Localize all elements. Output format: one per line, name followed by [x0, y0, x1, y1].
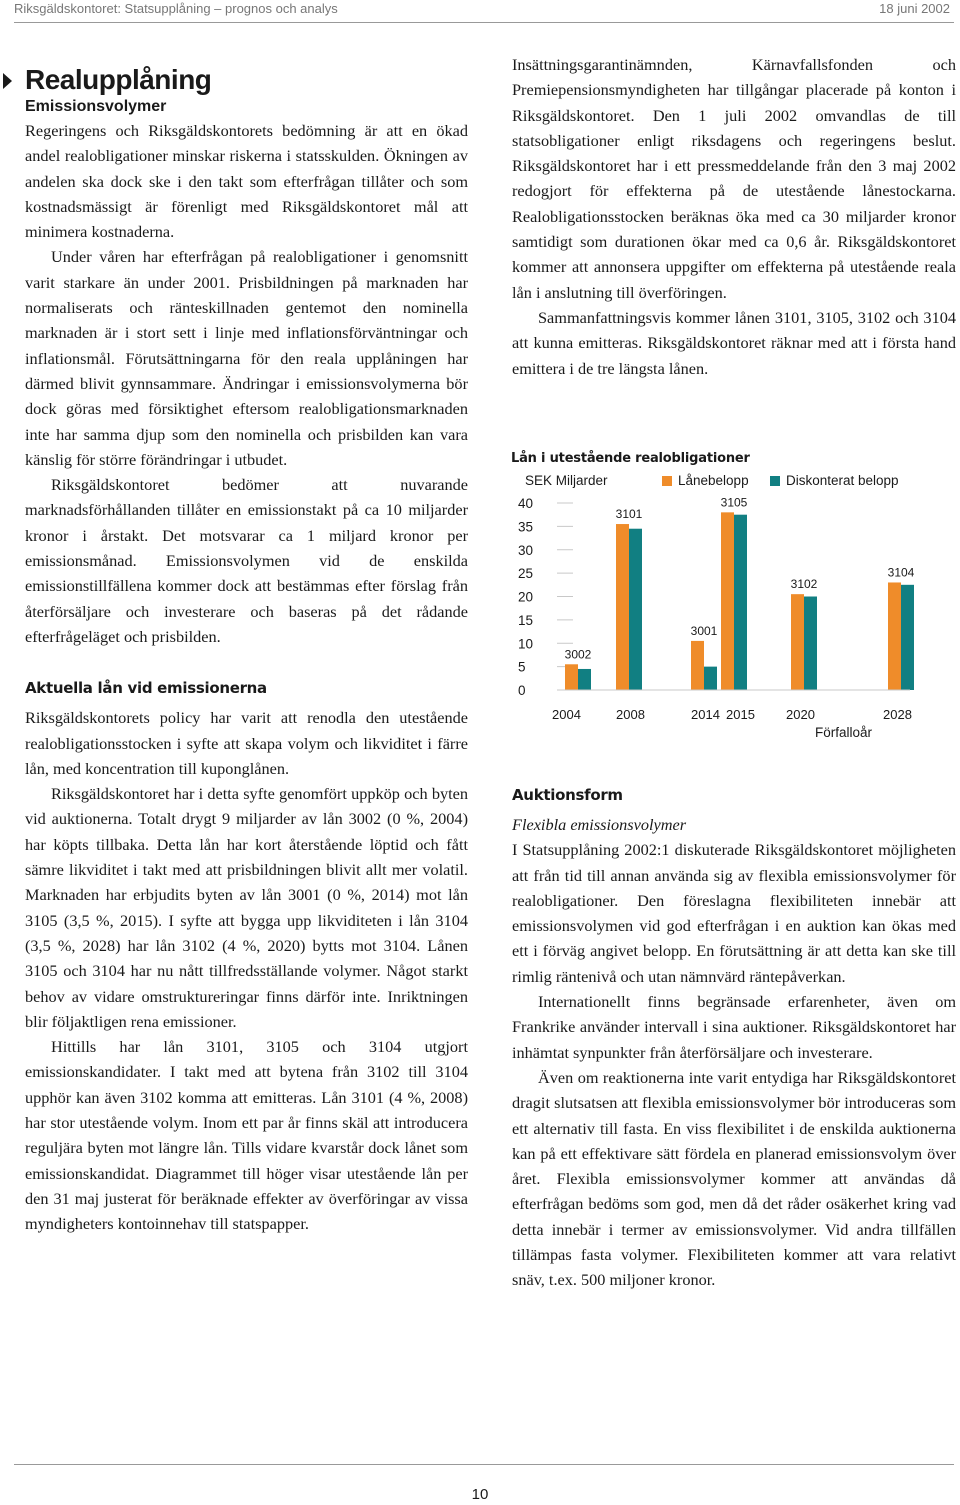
bar-data-label: 3001	[690, 623, 718, 638]
paragraph: Sammanfattningsvis kommer lånen 3101, 3105, 3102 och 3104 att kunna emitteras. Riksgäldskontoret räknar med att i första hand emittera i de tre längsta lånen.	[512, 307, 956, 378]
bar-discounted	[704, 667, 717, 690]
x-tick-label: 2028	[883, 707, 912, 722]
bar-nominal	[616, 524, 629, 690]
section-heading-auktionsform: Auktionsform	[512, 786, 623, 804]
bar-discounted	[734, 515, 747, 690]
legend-swatch-orange	[662, 476, 672, 486]
bar-nominal	[721, 512, 734, 690]
x-tick-label: 2008	[616, 707, 645, 722]
bar-nominal	[888, 582, 901, 690]
y-tick-label: 35	[518, 519, 534, 535]
y-tick-label: 0	[518, 683, 526, 698]
section-heading-emissionsvolymer: Emissionsvolymer	[25, 98, 167, 115]
bar-discounted	[804, 597, 817, 691]
bar-discounted	[901, 585, 914, 690]
y-tick-label: 15	[518, 612, 534, 628]
bar-nominal	[691, 641, 704, 690]
y-tick-label: 10	[518, 636, 534, 652]
paragraph: Riksgäldskontorets policy har varit att renodla den utestående realobligationsstocken i syfte att skapa volym och likviditet i färre lån, med koncentration till kuponglånen.	[25, 708, 468, 778]
legend-item-diskonterat	[770, 473, 899, 488]
bar-data-label: 3101	[615, 507, 643, 522]
bar-nominal	[791, 594, 804, 690]
x-tick-label: 2004	[552, 707, 581, 722]
legend-swatch-teal	[770, 476, 780, 486]
bar-discounted	[629, 529, 642, 690]
legend-label: Diskonterat belopp	[786, 473, 899, 488]
page-header	[0, 0, 960, 22]
y-tick-label: 5	[518, 659, 526, 675]
page-title-text: Realupplåning	[25, 64, 212, 95]
left-column	[25, 64, 468, 1236]
header-date: 18 juni 2002	[879, 1, 950, 16]
paragraph: Hittills har lån 3101, 3105 och 3104 utgjort emissionskandidater. I takt med att bytena från 3102 till 3104 upphör kan även 3102 komma att emitteras. Lån 3101 (4 %, 2008) har stor utestående volym. Inom ett par år finns skäl att introducera reguljära byten mot längre lån. Tills vidare kvarstår dock lånet som emissionskandidat. Diagrammet till höger visar utestående lån per den 31 maj justerat för beräknade effekter av överföringar av vissa myndigheters kontoinnehav till statspapper.	[25, 1037, 468, 1234]
legend-item-lanebelopp	[662, 473, 749, 488]
bar-data-label: 3102	[790, 577, 818, 592]
x-tick-label: 2020	[786, 707, 815, 722]
bar-chart	[505, 490, 920, 725]
y-tick-label: 30	[518, 542, 534, 558]
page-title	[25, 64, 468, 96]
paragraph: Riksgäldskontoret har i detta syfte genomfört uppköp och byten vid auktionerna. Totalt drygt 9 miljarder av lån 3002 (0 %, 2004) har köpts tillbaka. Detta lån har kort återstående löptid och fått sämre likviditet i takt med att prisbildningen blivit allt mer volatil. Marknaden har erbjudits byten av lån 3001 (0 %, 2014) mot lån 3105 (3,5 %, 2015). I syfte att bygga upp likviditeten i lån 3104 (3,5 %, 2028) har lån 3102 (4 %, 2020) bytts mot 3104. Lånen 3105 och 3104 har nu nått tillfredsställande volymer. Något starkt behov av vidare omstruktureringar finns därför inte. Inriktningen blir följaktligen rena emissioner.	[25, 784, 468, 1031]
subheading-flexibla: Flexibla emissionsvolymer	[512, 815, 687, 834]
bar-data-label: 3002	[564, 647, 592, 662]
paragraph: Insättningsgarantinämnden, Kärnavfallsfonden och Premiepensionsmyndigheten har tillgångar placerade på konton i Riksgäldskontoret. Den 1 juli 2002 omvandlas de till statsobligationer enligt riksdagens och regeringens beslut. Riksgäldskontoret har i ett pressmeddelande från den 3 maj 2002 redogjort för effekterna på de utestående lånestockarna. Realobligationsstocken beräknas öka med ca 30 miljarder kronor samtidigt som durationen ökar med ca 0,6 år. Riksgäldskontoret kommer att annonsera uppgifter om effekterna på utestående reala lån i anslutning till överföringen.	[512, 55, 956, 302]
right-column-top	[512, 52, 956, 381]
page-number: 10	[471, 1486, 489, 1503]
footer-rule	[14, 1464, 954, 1465]
y-tick-label: 40	[518, 496, 534, 511]
y-tick-label: 25	[518, 566, 534, 582]
paragraph: Riksgäldskontoret bedömer att nuvarande marknadsförhållanden tillåter en emissionstakt på ca 10 miljarder kronor i årstakt. Det motsvarar ca 1 miljard kronor per emissionsmånad. Emissionsvolymen vid de enskilda emissionstillfällena kommer dock att bestämmas efter förslag från återförsäljare och investerare och baseras på det rådande efterfrågeläget och prisbilden.	[25, 475, 468, 646]
chart-title: Lån i utestående realobligationer	[511, 451, 750, 466]
x-tick-label: 2014	[691, 707, 720, 722]
legend-label: Lånebelopp	[678, 473, 749, 488]
y-tick-label: 20	[518, 589, 534, 605]
bar-discounted	[578, 669, 591, 690]
chart-x-title: Förfalloår	[815, 725, 873, 740]
bar-data-label: 3104	[887, 565, 915, 580]
section-heading-aktuella-lan: Aktuella lån vid emissionerna	[25, 679, 267, 698]
right-column-bottom	[512, 784, 956, 1293]
bar-nominal	[565, 664, 578, 690]
chart-y-unit: SEK Miljarder	[525, 473, 608, 488]
header-rule	[14, 22, 954, 23]
paragraph: Även om reaktionerna inte varit entydiga har Riksgäldskontoret dragit slutsatsen att flexibla emissionsvolymer bör introduceras som ett alternativ till fasta. En viss flexibilitet i de enskilda auktionerna kan på ett effektivare sätt fördela en planerad emissionsvolym över året. Flexibla emissionsvolymer kommer att användas då efterfrågan bedöms som god, men då det råder osäkerhet kring vad detta innebär i termer av emissionsvolymer. Vid andra tillfällen tillämpas fasta volymer. Flexibiliteten kommer att vara relativt snäv, t.ex. 500 miljoner kronor.	[512, 1067, 956, 1290]
paragraph: Internationellt finns begränsade erfarenheter, även om Frankrike använder intervall i sina auktioner. Riksgäldskontoret har inhämtat synpunkter från återförsäljare och investerare.	[512, 992, 956, 1062]
paragraph: Regeringens och Riksgäldskontorets bedömning är att en ökad andel realobligationer minskar riskerna i statsskulden. Ökningen av andelen ska dock ske i den takt som efterfrågan tillåter och som kostnadsmässigt är förenligt med Riksgäldskontoret mål att minimera kostnaderna.	[25, 121, 468, 242]
paragraph: I Statsupplåning 2002:1 diskuterade Riksgäldskontoret möjligheten att från tid till annan använda sig av flexibla emissionsvolymer för realobligationer. Den föreslagna flexibiliteten innebär att emissionsvolymen vid god efterfrågan i en auktion kan ökas med ett i förväg angivet belopp. En förutsättning är att detta kan ske till rimlig räntenivå och utan nämnvärd räntepåverkan.	[512, 840, 956, 986]
triangle-marker-icon	[3, 73, 12, 89]
header-document-title: Riksgäldskontoret: Statsupplåning – prognos och analys	[14, 1, 338, 16]
paragraph: Under våren har efterfrågan på realobligationer i genomsnitt varit starkare än under 2001. Prisbildningen på marknaden har normaliserats och ränteskillnaden gentemot den nominella marknaden är i stort sett i linje med inflationsförväntningar och inflationsmål. Förutsättningarna för den reala upplåningen har därmed blivit gynnsammare. Ändringar i emissionsvolymerna bör dock göras med försiktighet eftersom realobligationsmarknaden inte har samma djup som den nominella och prisbilden kan vara känslig för större förändringar i utbudet.	[25, 247, 468, 469]
bar-data-label: 3105	[720, 495, 748, 510]
x-tick-label: 2015	[726, 707, 755, 722]
